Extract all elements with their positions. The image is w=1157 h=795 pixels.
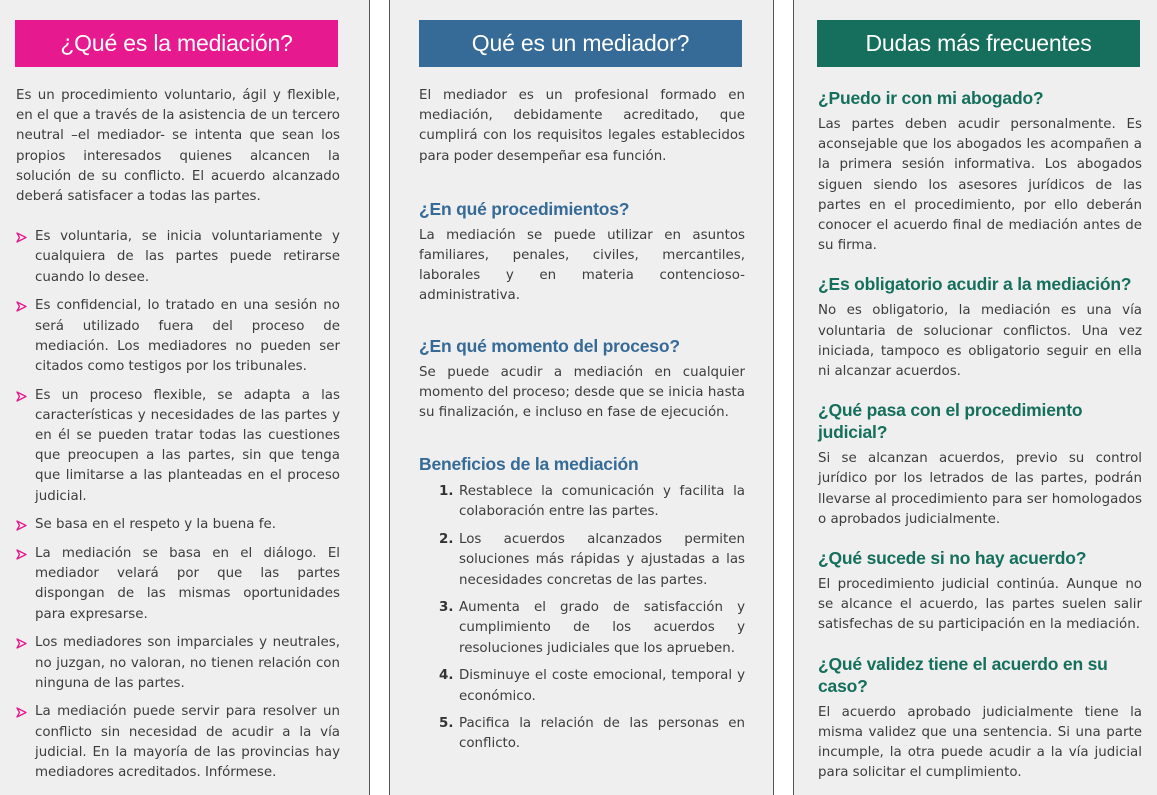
arrow-bullet-icon — [16, 705, 27, 716]
section-procedimientos — [419, 198, 745, 307]
faq-item — [818, 87, 1142, 256]
section-text: Se puede acudir a mediación en cualquier momento del proceso; desde que se inicia hasta su finalización, e incluso en fase de ejecución. — [419, 364, 745, 421]
arrow-bullet-icon — [16, 547, 27, 558]
panel-que-es-un-mediador — [390, 0, 773, 795]
benefits-list — [419, 482, 745, 754]
faq-answer: El procedimiento judicial continúa. Aunque no se alcance el acuerdo, las partes suelen salir satisfechas de su participación en la mediación. — [818, 577, 1142, 633]
faq-question: ¿Qué sucede si no hay acuerdo? — [818, 548, 1087, 569]
list-item — [16, 633, 340, 694]
arrow-bullet-icon — [16, 636, 27, 647]
panel-2-intro: El mediador es un profesional formado en mediación, debidamente acreditado, que cumplirá con los requisitos legales establecidos para poder desempeñar esa función. — [419, 88, 745, 164]
list-text: Pacifica la relación de las personas en conflicto. — [459, 716, 745, 752]
list-text: Disminuye el coste emocional, temporal y económico. — [459, 668, 745, 704]
faq-question: ¿Qué validez tiene el acuerdo en su caso? — [818, 653, 1108, 696]
arrow-bullet-icon — [16, 299, 27, 310]
bullet-text: Los mediadores son imparciales y neutrales, no juzgan, no valoran, no tienen relación con ninguna de las partes. — [35, 635, 340, 691]
section-heading: ¿En qué procedimientos? — [419, 198, 630, 219]
list-number: 1. — [439, 484, 454, 500]
faq-item — [818, 399, 1142, 530]
list-item — [16, 515, 340, 535]
panel-dudas-frecuentes — [794, 0, 1157, 795]
list-number: 2. — [439, 532, 454, 548]
section-text: La mediación se puede utilizar en asuntos familiares, penales, civiles, mercantiles, laborales y en materia contencioso-administrativa. — [419, 227, 745, 304]
faq-item — [818, 653, 1142, 784]
list-item — [419, 666, 745, 706]
panel-3-content — [818, 87, 1142, 783]
bullet-text: Se basa en el respeto y la buena fe. — [35, 517, 276, 533]
faq-question: ¿Qué pasa con el procedimiento judicial? — [818, 400, 1083, 443]
section-heading: Beneficios de la mediación — [419, 454, 639, 475]
list-text: Restablece la comunicación y facilita la colaboración entre las partes. — [459, 484, 745, 520]
bullet-text: La mediación puede servir para resolver un conflicto sin necesidad de acudir a la vía judicial. En la mayoría de las provincias hay mediadores acreditados. Infórmese. — [35, 704, 340, 781]
list-number: 5. — [439, 716, 454, 732]
arrow-bullet-icon — [16, 518, 27, 529]
panel-2-content — [419, 86, 745, 762]
panel-1-bullet-list — [16, 227, 340, 783]
arrow-bullet-icon — [16, 230, 27, 241]
bullet-text: Es voluntaria, se inicia voluntariamente y cualquiera de las partes puede retirarse cuando lo desee. — [35, 229, 340, 285]
panel-que-es-la-mediacion — [0, 0, 369, 795]
panel-1-content — [16, 86, 340, 792]
list-item — [16, 702, 340, 783]
faq-answer: No es obligatorio, la mediación es una vía voluntaria de solucionar conflictos. Una vez iniciada, tampoco es obligatorio seguir en ella ni alcanzar acuerdos. — [818, 303, 1142, 380]
bullet-text: Es un proceso flexible, se adapta a las características y necesidades de las partes y en él se pueden tratar todas las cuestiones que preocupen a las partes, sin que tenga que limitarse a las planteadas en el proceso judicial. — [35, 387, 340, 504]
faq-answer: Las partes deben acudir personalmente. Es aconsejable que los abogados les acompañen a la primera sesión informativa. Los abogados siguen siendo los asesores jurídicos de las partes en el procedimiento, por ello deberán conocer el acuerdo final de mediación antes de su firma. — [818, 117, 1142, 254]
section-beneficios — [419, 453, 745, 754]
faq-question: ¿Es obligatorio acudir a la mediación? — [818, 274, 1132, 295]
list-item — [419, 530, 745, 591]
fold-divider — [773, 0, 774, 795]
list-item — [419, 714, 745, 754]
faq-answer: Si se alcanzan acuerdos, previo su control jurídico por los letrados de las partes, podrán llevarse al procedimiento para ser homologados o aprobados judicialmente. — [818, 451, 1142, 527]
faq-item — [818, 547, 1142, 636]
list-item — [16, 227, 340, 288]
faq-question: ¿Puedo ir con mi abogado? — [818, 88, 1044, 108]
list-number: 3. — [439, 600, 454, 616]
arrow-bullet-icon — [16, 389, 27, 400]
panel-3-title: Dudas más frecuentes — [817, 20, 1140, 67]
list-text: Los acuerdos alcanzados permiten soluciones más rápidas y ajustadas a las necesidades concretas de las partes. — [459, 532, 745, 588]
panel-1-intro: Es un procedimiento voluntario, ágil y flexible, en el que a través de la asistencia de un tercero neutral –el mediador- se intenta que sean los propios interesados quienes alcancen la solución de su conflicto. El acuerdo alcanzado deberá satisfacer a todas las partes. — [16, 88, 341, 205]
section-momento-proceso — [419, 335, 745, 424]
bullet-text: Es confidencial, lo tratado en una sesión no será utilizado fuera del proceso de mediación. Los mediadores no pueden ser citados como testigos por los tribunales. — [35, 298, 340, 374]
list-item — [16, 386, 340, 507]
panel-2-title: Qué es un mediador? — [419, 20, 742, 67]
list-item — [419, 598, 745, 659]
section-heading: ¿En qué momento del proceso? — [419, 335, 680, 356]
list-item — [16, 544, 340, 625]
fold-divider — [369, 0, 370, 795]
bullet-text: La mediación se basa en el diálogo. El mediador velará por que las partes dispongan de las mismas oportunidades para expresarse. — [35, 546, 340, 622]
list-number: 4. — [439, 668, 454, 684]
list-item — [16, 296, 340, 377]
faq-answer: El acuerdo aprobado judicialmente tiene la misma validez que una sentencia. Si una parte incumple, la otra puede acudir a la vía judicial para solicitar el cumplimiento. — [818, 704, 1142, 781]
faq-item — [818, 273, 1142, 382]
panel-1-title: ¿Qué es la mediación? — [15, 20, 338, 67]
list-text: Aumenta el grado de satisfacción y cumplimiento de los acuerdos y resoluciones judiciales que los aprueben. — [459, 600, 745, 656]
list-item — [419, 482, 745, 522]
